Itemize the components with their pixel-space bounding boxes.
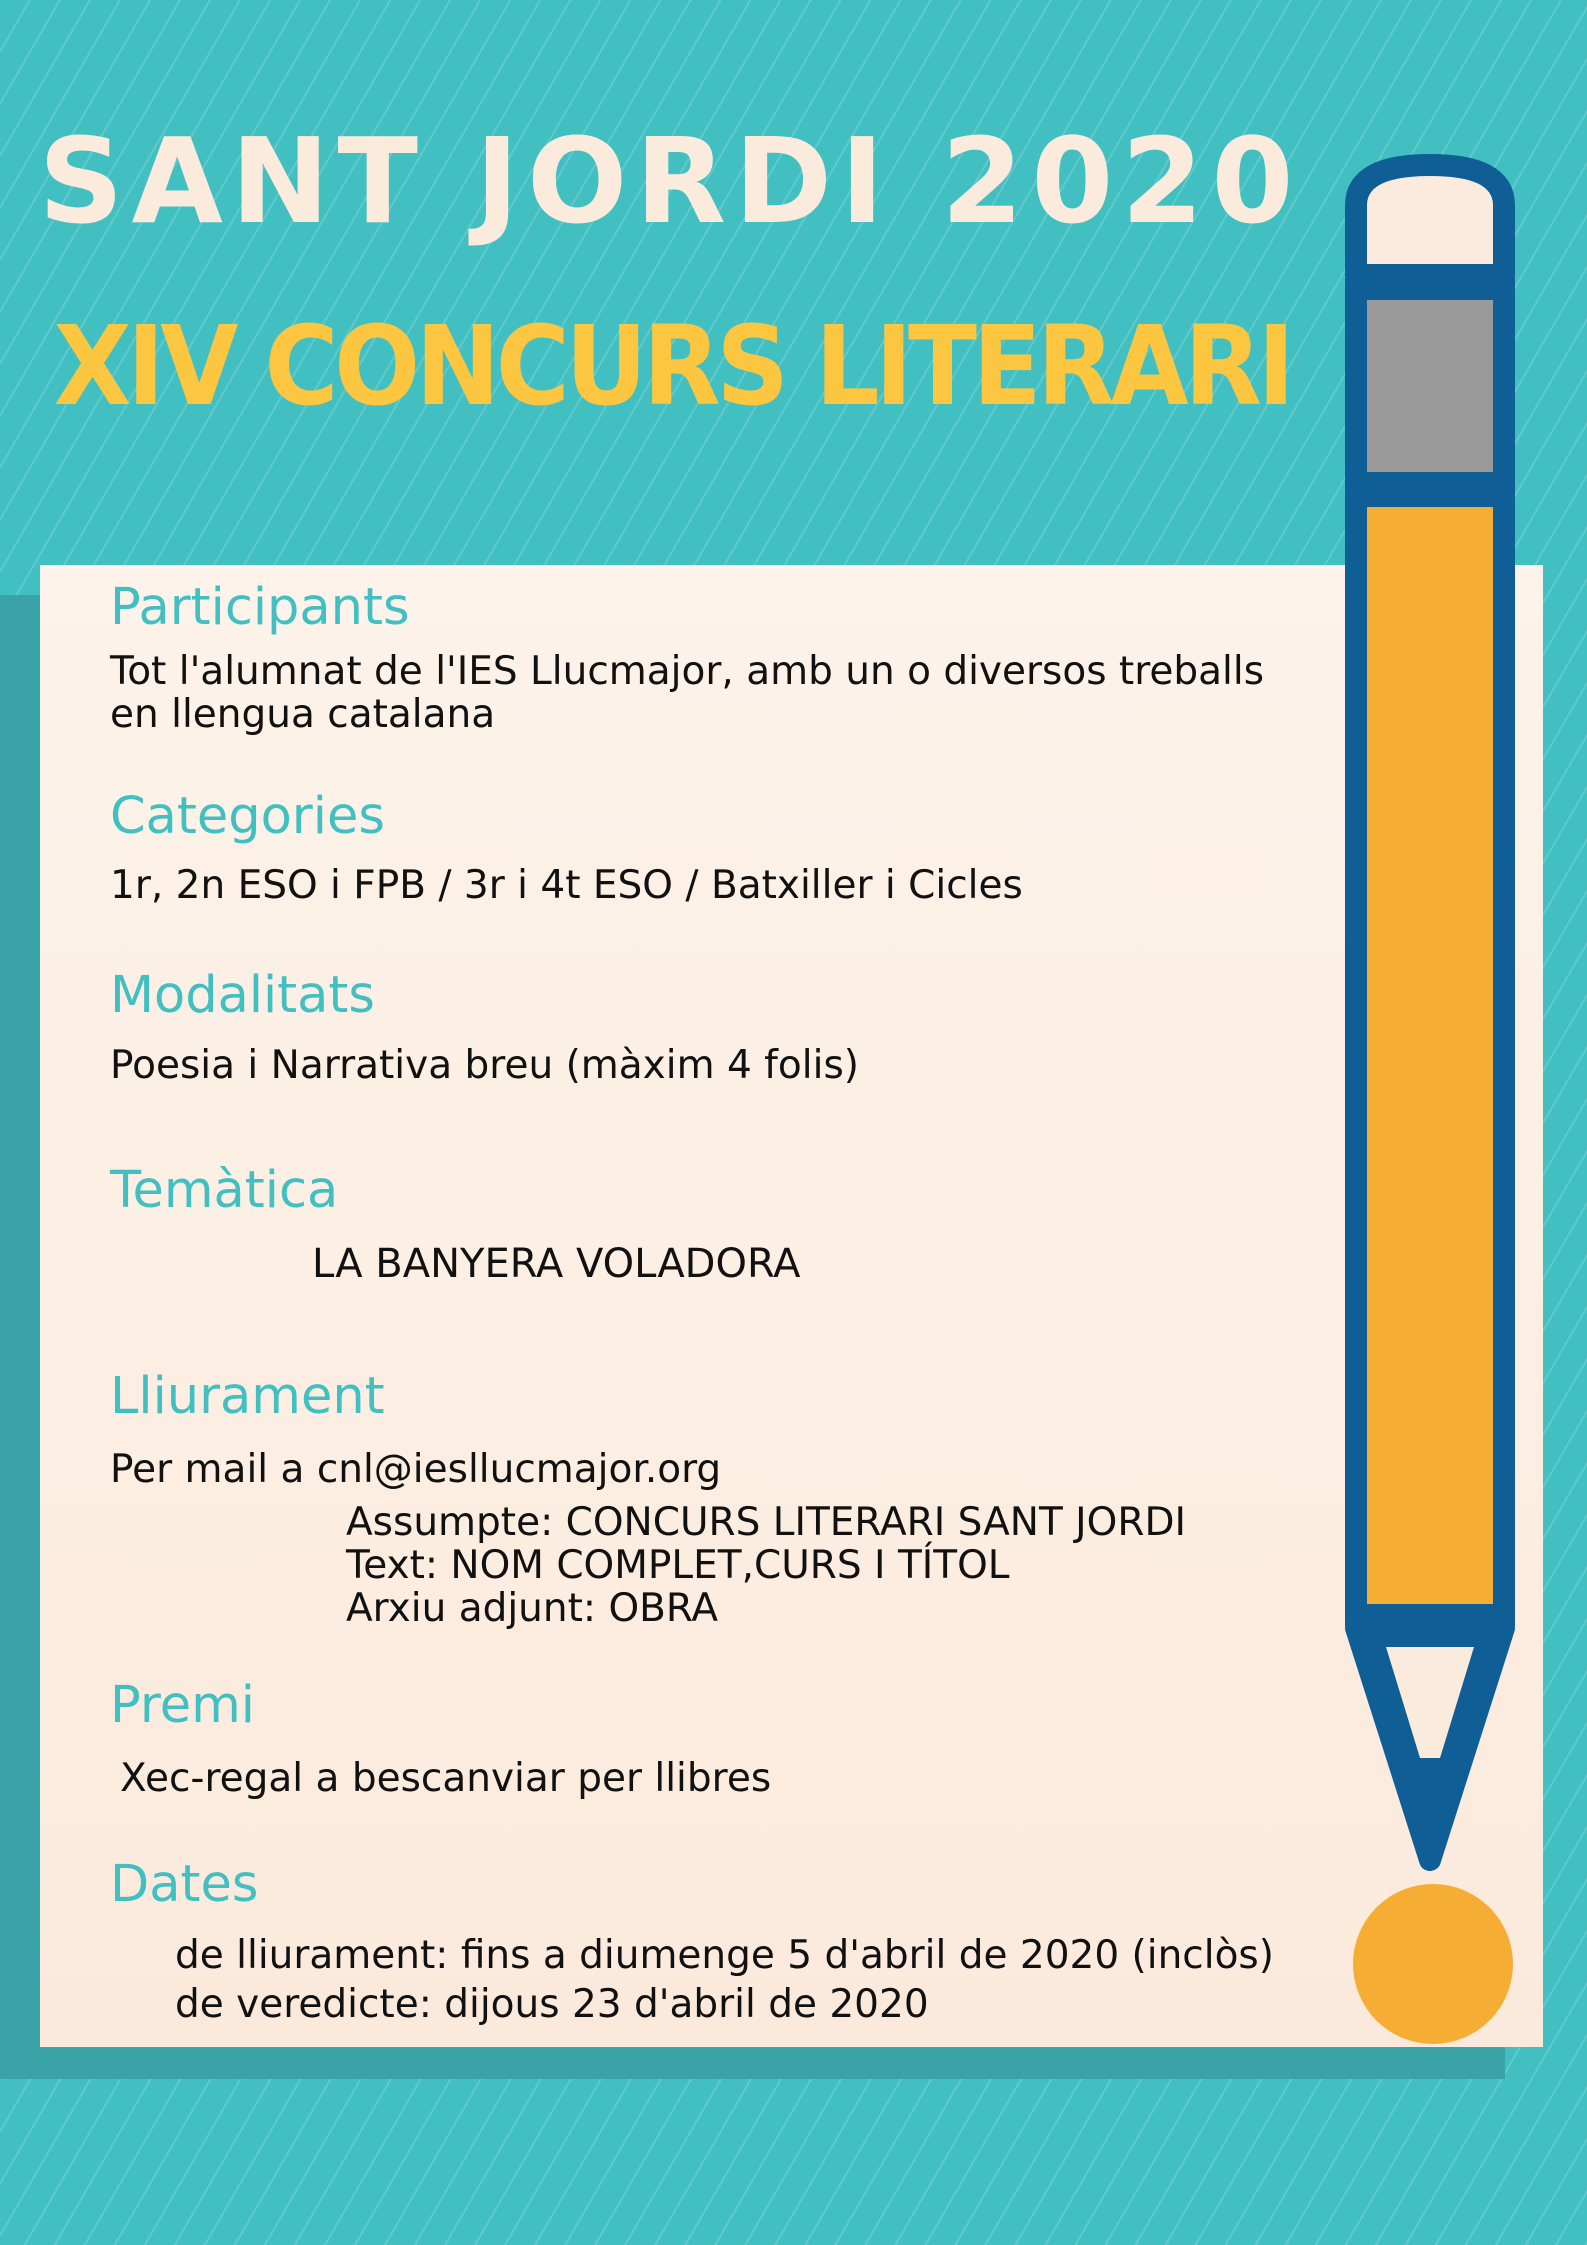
dates-heading: Dates (110, 1855, 259, 1914)
lliurament-attachment: Arxiu adjunt: OBRA (346, 1586, 719, 1631)
tematica-heading: Temàtica (110, 1161, 339, 1220)
dates-verdict: de veredicte: dijous 23 d'abril de 2020 (175, 1982, 929, 2027)
poster-subtitle: XIV CONCURS LITERARI (53, 302, 1291, 430)
premi-text: Xec-regal a bescanviar per llibres (120, 1756, 772, 1801)
exclamation-dot (1353, 1884, 1513, 2044)
premi-heading: Premi (110, 1676, 255, 1735)
lliurament-body: Text: NOM COMPLET,CURS I TÍTOL (346, 1543, 1010, 1588)
modalitats-text: Poesia i Narrativa breu (màxim 4 folis) (110, 1043, 859, 1088)
participants-text-line1: Tot l'alumnat de l'IES Llucmajor, amb un o diversos treballs (110, 649, 1265, 694)
lliurament-intro-line (110, 1448, 721, 1492)
participants-text-line2: en llengua catalana (110, 692, 496, 737)
dates-delivery: de lliurament: fins a diumenge 5 d'abril de 2020 (inclòs) (175, 1933, 1274, 1978)
email-link[interactable]: cnl@iesllucmajor.org (316, 1447, 722, 1492)
poster-title: SANT JORDI 2020 (38, 112, 1302, 250)
pencil-illustration-icon (1330, 150, 1530, 2050)
categories-text: 1r, 2n ESO i FPB / 3r i 4t ESO / Batxiller i Cicles (110, 863, 1023, 908)
info-card (40, 565, 1543, 2047)
lliurament-heading: Lliurament (110, 1367, 385, 1426)
modalitats-heading: Modalitats (110, 966, 375, 1025)
participants-heading: Participants (110, 578, 410, 637)
lliurament-subject: Assumpte: CONCURS LITERARI SANT JORDI (346, 1500, 1187, 1545)
lliurament-intro: Per mail a (110, 1447, 317, 1492)
tematica-text: LA BANYERA VOLADORA (312, 1241, 801, 1287)
categories-heading: Categories (110, 787, 385, 846)
